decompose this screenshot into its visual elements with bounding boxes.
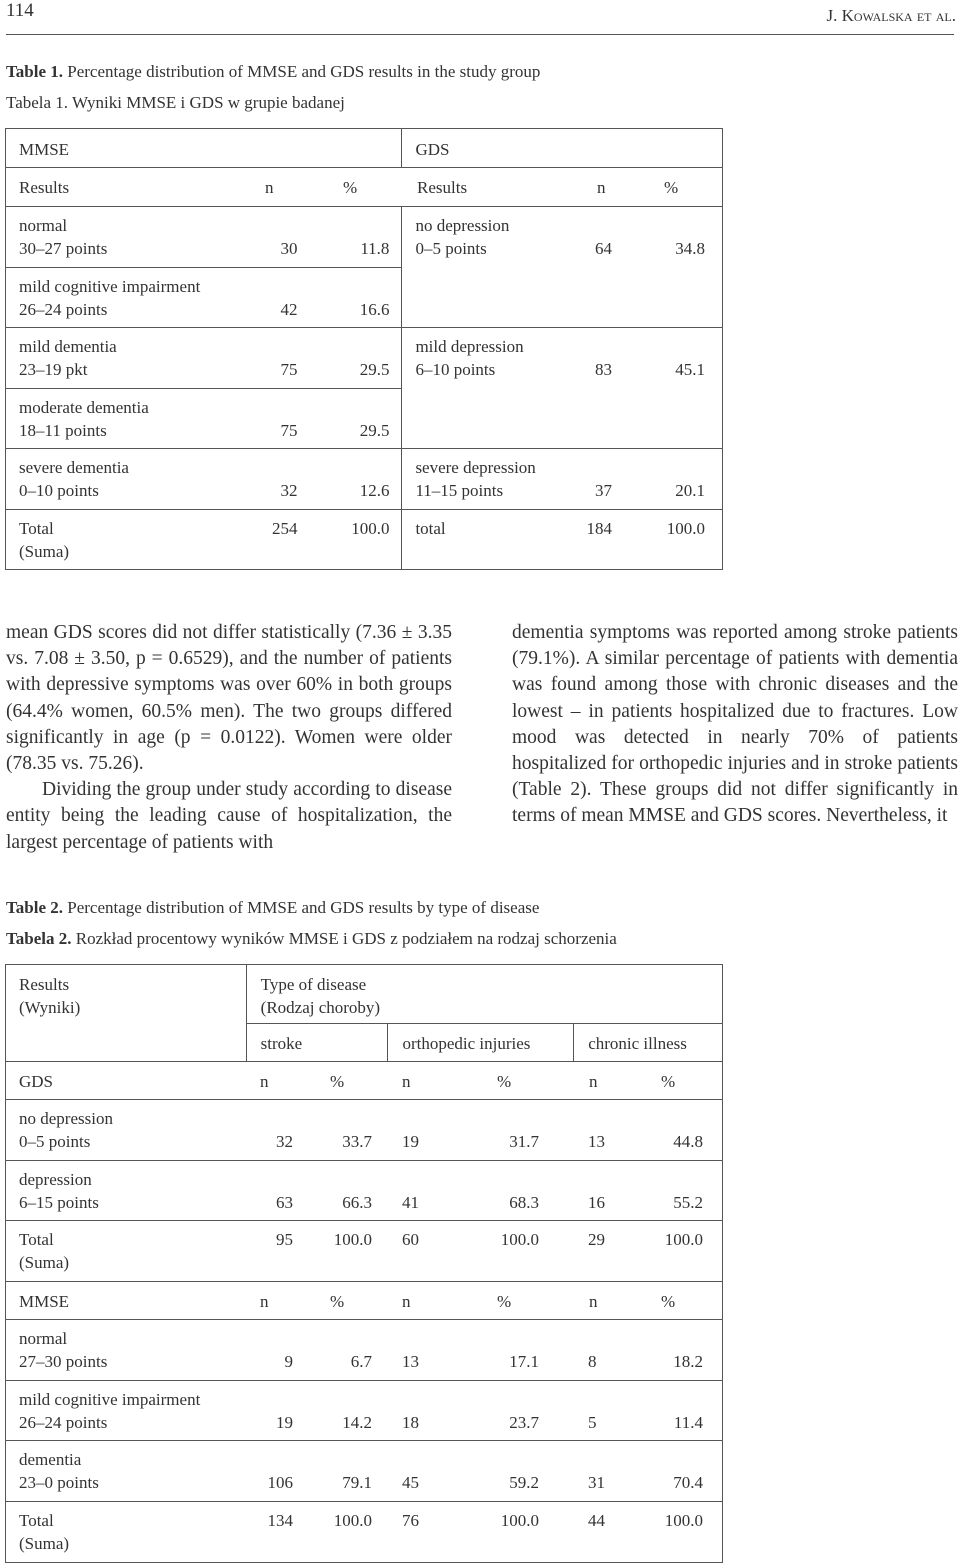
mmse-header: MMSE [19, 140, 70, 159]
row-sublabel: 0–10 points [19, 481, 99, 500]
row-sublabel: 26–24 points [19, 1413, 108, 1432]
row-label: severe dementia [19, 458, 129, 477]
cell-value: 16 [588, 1193, 605, 1212]
col-pct: % [497, 1072, 512, 1091]
table1-caption-en: Percentage distribution of MMSE and GDS results in the study group [67, 62, 541, 81]
cell-n: 254 [271, 519, 298, 538]
col-pct: % [330, 1292, 345, 1311]
results-label: Results [19, 975, 70, 994]
row-label: mild cognitive impairment [19, 1390, 201, 1409]
row-sublabel: (Suma) [19, 542, 70, 561]
results-sublabel: (Wyniki) [19, 998, 81, 1017]
cell-pct: 34.8 [675, 239, 705, 258]
cell-value: 31 [588, 1473, 605, 1492]
body-right-column [512, 620, 958, 830]
cell-n: 32 [280, 481, 298, 500]
cell-value: 44.8 [673, 1132, 703, 1151]
cell-value: 100.0 [664, 1230, 703, 1249]
gds-col-n: n [597, 178, 606, 197]
body-paragraph: mean GDS scores did not differ statistically (7.36 ± 3.35 vs. 7.08 ± 3.50, p = 0.6529), and the number of patients with depressive symptoms was over 60% in both groups (64.4% women, 60.5% men). The two groups differed significantly in age (p = 0.0122). Women were older (78.35 vs. 75.26). [6, 622, 452, 775]
cell-value: 63 [276, 1193, 293, 1212]
page-number: 114 [6, 0, 34, 21]
col-n: n [402, 1292, 411, 1311]
cell-value: 19 [276, 1413, 293, 1432]
table1-caption-label: Table 1. [6, 62, 64, 81]
cell-n: 75 [280, 360, 298, 379]
cell-n: 42 [280, 300, 298, 319]
cell-value: 5 [588, 1413, 597, 1432]
row-label: normal [19, 216, 68, 235]
row-label: Total [19, 519, 54, 538]
col-n: n [260, 1072, 269, 1091]
disease-chronic: chronic illness [588, 1034, 687, 1053]
cell-value: 14.2 [342, 1413, 372, 1432]
cell-pct: 20.1 [675, 481, 705, 500]
cell-value: 33.7 [342, 1132, 372, 1151]
cell-value: 13 [402, 1352, 419, 1371]
disease-stroke: stroke [260, 1034, 303, 1053]
cell-value: 18 [402, 1413, 419, 1432]
cell-value: 18.2 [673, 1352, 703, 1371]
col-n: n [260, 1292, 269, 1311]
row-label: Total [19, 1230, 54, 1249]
row-sublabel: (Suma) [19, 1534, 70, 1553]
table2-caption-label: Table 2. [6, 898, 64, 917]
table-row [6, 449, 723, 510]
mmse-section-label: MMSE [19, 1292, 70, 1311]
row-label: moderate dementia [19, 398, 149, 417]
gds-section-label: GDS [19, 1072, 54, 1091]
table-row [6, 1320, 723, 1381]
table2-caption [6, 898, 539, 918]
table-row [6, 510, 723, 570]
row-sublabel: 6–10 points [415, 360, 496, 379]
col-pct: % [330, 1072, 345, 1091]
row-sublabel: 23–19 pkt [19, 360, 88, 379]
table2 [5, 964, 723, 1563]
cell-pct: 29.5 [359, 360, 390, 379]
cell-value: 55.2 [673, 1193, 703, 1212]
disease-orthopedic: orthopedic injuries [402, 1034, 531, 1053]
table-row [6, 1221, 723, 1282]
mmse-col-n: n [265, 178, 274, 197]
table-row [6, 1381, 723, 1441]
disease-type-sublabel: (Rodzaj choroby) [260, 998, 381, 1017]
cell-value: 41 [402, 1193, 419, 1212]
col-n: n [589, 1072, 598, 1091]
cell-value: 19 [402, 1132, 419, 1151]
row-label: depression [19, 1170, 92, 1189]
cell-value: 9 [284, 1352, 293, 1371]
table-row [6, 965, 723, 1024]
row-sublabel: 30–27 points [19, 239, 108, 258]
body-left-column [6, 620, 452, 856]
row-sublabel: 27–30 points [19, 1352, 108, 1371]
table-row [6, 328, 723, 389]
table2-caption-en: Percentage distribution of MMSE and GDS results by type of disease [67, 898, 540, 917]
table-row [6, 129, 723, 168]
cell-value: 100.0 [333, 1511, 372, 1530]
table2-caption-pl [6, 929, 617, 949]
cell-pct: 29.5 [359, 421, 390, 440]
cell-value: 68.3 [509, 1193, 539, 1212]
table1 [5, 128, 723, 570]
cell-pct: 100.0 [351, 519, 390, 538]
row-label: normal [19, 1329, 68, 1348]
header-rule [6, 34, 954, 35]
cell-value: 31.7 [509, 1132, 539, 1151]
body-paragraph: dementia symptoms was reported among stroke patients (79.1%). A similar percentage of patients with dementia was found among those with chronic diseases and the lowest – in patients hospitalized due to fractures. Low mood was detected in nearly 70% of patients hospitalized for orthopedic injuries and in stroke patients (Table 2). These groups did not differ significantly in terms of mean MMSE and GDS scores. Nevertheless, it [512, 622, 958, 827]
cell-value: 32 [276, 1132, 293, 1151]
cell-value: 11.4 [673, 1413, 703, 1432]
cell-value: 13 [588, 1132, 605, 1151]
table1-caption [6, 62, 540, 82]
cell-value: 44 [588, 1511, 605, 1530]
cell-value: 100.0 [333, 1230, 372, 1249]
cell-value: 60 [402, 1230, 419, 1249]
row-label: dementia [19, 1450, 82, 1469]
cell-pct: 16.6 [359, 300, 390, 319]
cell-n: 37 [595, 481, 612, 500]
gds-col-results: Results [417, 178, 468, 197]
cell-n: 184 [586, 519, 612, 538]
row-sublabel: 6–15 points [19, 1193, 99, 1212]
cell-pct: 12.6 [359, 481, 390, 500]
cell-value: 17.1 [509, 1352, 539, 1371]
table2-caption-pl-text: Rozkład procentowy wyników MMSE i GDS z podziałem na rodzaj schorzenia [75, 929, 617, 948]
cell-value: 66.3 [342, 1193, 372, 1212]
cell-value: 134 [267, 1511, 293, 1530]
cell-value: 29 [588, 1230, 605, 1249]
cell-value: 6.7 [350, 1352, 372, 1371]
table-row [6, 1502, 723, 1563]
row-sublabel: (Suma) [19, 1253, 70, 1272]
cell-value: 59.2 [509, 1473, 539, 1492]
cell-pct: 100.0 [666, 519, 705, 538]
row-sublabel: 0–5 points [415, 239, 487, 258]
row-label: Total [19, 1511, 54, 1530]
cell-value: 23.7 [509, 1413, 539, 1432]
table-row [6, 1062, 723, 1100]
mmse-col-results: Results [19, 178, 70, 197]
row-sublabel: 18–11 points [19, 421, 107, 440]
table-row [6, 168, 723, 207]
cell-value: 100.0 [664, 1511, 703, 1530]
table-row [6, 1161, 723, 1221]
cell-value: 79.1 [342, 1473, 372, 1492]
table2-caption-pl-label: Tabela 2. [6, 929, 72, 948]
cell-value: 106 [267, 1473, 293, 1492]
row-label: total [415, 519, 446, 538]
cell-value: 100.0 [500, 1511, 539, 1530]
author-text: J. Kowalska et al. [826, 6, 956, 25]
table-row [6, 1282, 723, 1320]
row-sublabel: 0–5 points [19, 1132, 91, 1151]
cell-n: 64 [595, 239, 612, 258]
cell-pct: 45.1 [675, 360, 705, 379]
row-sublabel: 26–24 points [19, 300, 108, 319]
cell-value: 100.0 [500, 1230, 539, 1249]
col-pct: % [497, 1292, 512, 1311]
col-pct: % [661, 1292, 676, 1311]
cell-value: 95 [276, 1230, 293, 1249]
gds-col-pct: % [664, 178, 679, 197]
table1-caption-pl: Tabela 1. Wyniki MMSE i GDS w grupie badanej [6, 93, 345, 112]
cell-n: 83 [595, 360, 612, 379]
cell-value: 70.4 [673, 1473, 703, 1492]
row-label: mild dementia [19, 337, 117, 356]
cell-n: 30 [280, 239, 298, 258]
body-paragraph: Dividing the group under study according to disease entity being the leading cause of hospitalization, the largest percentage of patients with [6, 779, 452, 853]
row-sublabel: 23–0 points [19, 1473, 99, 1492]
running-author [827, 6, 956, 26]
disease-type-label: Type of disease [260, 975, 367, 994]
table-row [6, 1100, 723, 1161]
cell-pct: 11.8 [360, 239, 390, 258]
row-label: no depression [19, 1109, 113, 1128]
col-n: n [402, 1072, 411, 1091]
table-row [6, 1441, 723, 1502]
mmse-col-pct: % [343, 178, 358, 197]
col-pct: % [661, 1072, 676, 1091]
cell-value: 8 [588, 1352, 597, 1371]
cell-n: 75 [280, 421, 298, 440]
row-label: severe depression [415, 458, 536, 477]
row-label: no depression [415, 216, 510, 235]
table-row [6, 207, 723, 268]
gds-header: GDS [415, 140, 450, 159]
cell-value: 45 [402, 1473, 419, 1492]
col-n: n [589, 1292, 598, 1311]
row-label: mild depression [415, 337, 524, 356]
cell-value: 76 [402, 1511, 419, 1530]
row-label: mild cognitive impairment [19, 277, 201, 296]
row-sublabel: 11–15 points [415, 481, 504, 500]
